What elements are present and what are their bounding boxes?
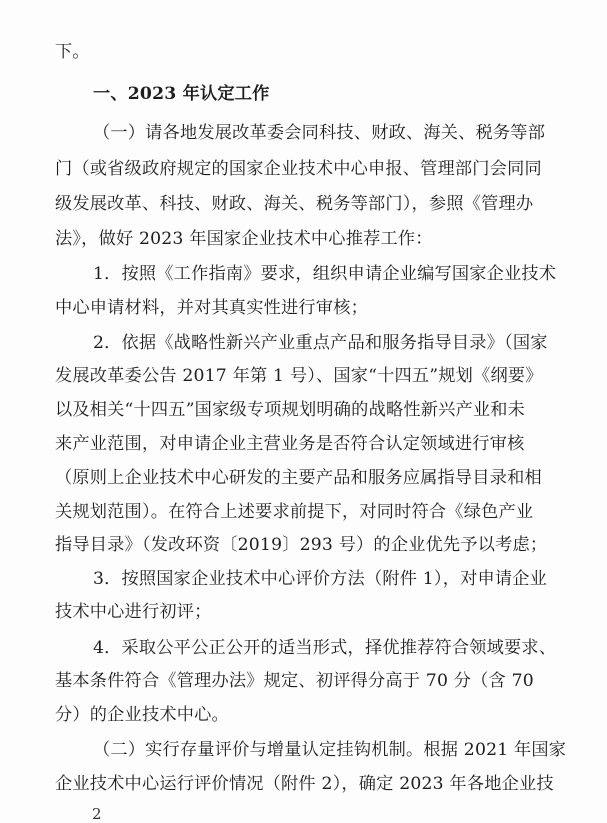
text-line-20: 分）的企业技术中心。 bbox=[55, 705, 229, 725]
text-line-12: 来产业范围，对申请企业主营业务是否符合认定领域进行审核 bbox=[55, 434, 525, 454]
text-line-6: 法》，做好 2023 年国家企业技术中心推荐工作： bbox=[55, 229, 433, 249]
text-line-8: 中心申请材料，并对其真实性进行审核； bbox=[55, 298, 368, 318]
text-line-14: 关规划范围）。在符合上述要求前提下，对同时符合《绿色产业 bbox=[55, 502, 534, 522]
text-line-9: 2．依据《战略性新兴产业重点产品和服务指导目录》（国家 bbox=[93, 333, 548, 353]
text-line-22: 企业技术中心运行评价情况（附件 2），确定 2023 年各地企业技 bbox=[55, 774, 554, 794]
text-line-3: （一）请各地发展改革委会同科技、财政、海关、税务等部 bbox=[93, 123, 546, 143]
text-line-10: 发展改革委公告 2017 年第 1 号）、国家“十四五”规划《纲要》 bbox=[55, 366, 543, 386]
text-line-18: 4．采取公平公正公开的适当形式，择优推荐符合领域要求、 bbox=[93, 638, 557, 658]
page-number: 2 bbox=[92, 805, 102, 823]
text-line-4: 门（或省级政府规定的国家企业技术中心申报、管理部门会同同 bbox=[55, 159, 542, 179]
text-line-19: 基本条件符合《管理办法》规定、初评得分高于 70 分（含 70 bbox=[55, 671, 534, 691]
text-line-15: 指导目录》（发改环资〔2019〕293 号）的企业优先予以考虑； bbox=[55, 535, 548, 555]
text-line-1: 下。 bbox=[55, 42, 90, 62]
text-line-5: 级发展改革、科技、财政、海关、税务等部门），参照《管理办 bbox=[55, 194, 534, 214]
text-line-16: 3．按照国家企业技术中心评价方法（附件 1），对申请企业 bbox=[93, 569, 548, 589]
text-line-11: 以及相关“十四五”国家级专项规划明确的战略性新兴产业和未 bbox=[55, 400, 526, 420]
text-line-13: （原则上企业技术中心研发的主要产品和服务应属指导目录和相 bbox=[55, 468, 542, 488]
text-line-17: 技术中心进行初评； bbox=[55, 602, 212, 622]
text-line-21: （二）实行存量评价与增量认定挂钩机制。根据 2021 年国家 bbox=[93, 740, 567, 760]
section-heading: 一、2023 年认定工作 bbox=[93, 84, 270, 104]
text-line-7: 1．按照《工作指南》要求，组织申请企业编写国家企业技术 bbox=[93, 264, 557, 284]
